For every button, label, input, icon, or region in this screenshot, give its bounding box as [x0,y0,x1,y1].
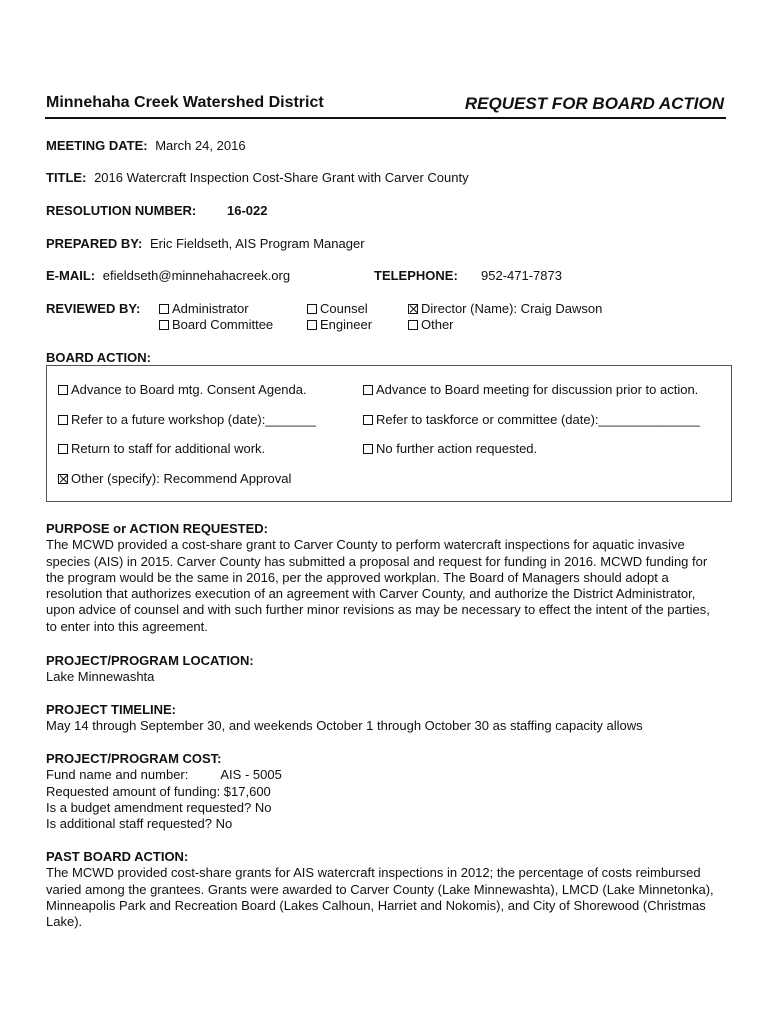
timeline-heading: PROJECT TIMELINE: [46,702,177,717]
email-label: E-MAIL: [46,268,96,283]
no-further-checkbox[interactable] [363,444,373,454]
no-further-option [363,441,537,456]
taskforce-label: Refer to taskforce or committee (date):______________ [376,412,700,427]
consent-agenda-checkbox[interactable] [58,385,68,395]
counsel-checkbox[interactable] [307,304,317,314]
resolution-label: RESOLUTION NUMBER: [46,203,197,218]
taskforce-option [363,412,700,427]
past-action-section [46,849,726,930]
email-value: efieldseth@minnehahacreek.org [102,268,291,283]
requested-amount: Requested amount of funding: $17,600 [46,783,271,799]
title-row [46,170,469,185]
director-label: Director (Name): Craig Dawson [421,301,603,316]
email-row [46,268,290,283]
budget-amendment: Is a budget amendment requested? No [46,799,272,815]
workshop-option [58,412,316,427]
reviewed-director [408,301,602,316]
counsel-label: Counsel [320,301,368,316]
past-action-body: The MCWD provided cost-share grants for AIS watercraft inspections in 2012; the percentage of costs reimbursed varied among the grantees. Grants were awarded to Carver County (Lake Minnewashta), LMCD (Lake Minnetonka), Minneapolis Park and Recreation Board (Lakes Calhoun, Harriet and Nokomis), and City of Shorewood (Christmas Lake). [46,865,714,930]
board-action-label: BOARD ACTION: [46,350,151,365]
discussion-checkbox[interactable] [363,385,373,395]
cost-heading: PROJECT/PROGRAM COST: [46,751,222,766]
reviewed-engineer [307,317,372,332]
timeline-body: May 14 through September 30, and weekends October 1 through October 30 as staffing capacity allows [46,718,643,734]
fund-label: Fund name and number: [46,767,189,783]
other-action-label: Other (specify): Recommend Approval [71,471,292,486]
additional-staff: Is additional staff requested? No [46,816,233,832]
telephone-label: TELEPHONE: [374,268,458,283]
title-value: 2016 Watercraft Inspection Cost-Share Grant with Carver County [94,170,469,185]
discussion-option [363,382,698,397]
prepared-by-value: Eric Fieldseth, AIS Program Manager [149,236,365,251]
discussion-label: Advance to Board meeting for discussion prior to action. [376,382,699,397]
purpose-heading: PURPOSE or ACTION REQUESTED: [46,521,268,536]
reviewed-other [408,317,454,332]
prepared-by-label: PREPARED BY: [46,236,143,251]
timeline-section [46,702,726,735]
director-checkbox-checked[interactable] [408,304,418,314]
reviewed-board-committee [159,317,273,332]
document-type: REQUEST FOR BOARD ACTION [464,94,724,113]
fund-value: AIS - 5005 [220,767,282,783]
past-action-heading: PAST BOARD ACTION: [46,849,189,864]
header-rule [45,117,726,119]
prepared-by-row [46,236,365,251]
meeting-date-label: MEETING DATE: [46,138,148,153]
location-body: Lake Minnewashta [46,669,155,685]
workshop-label: Refer to a future workshop (date):_______ [71,412,316,427]
location-section [46,653,726,686]
other-action-checkbox-checked[interactable] [58,474,68,484]
return-staff-checkbox[interactable] [58,444,68,454]
meeting-date-value: March 24, 2016 [155,138,246,153]
other-action-option [58,471,291,486]
reviewed-counsel [307,301,368,316]
engineer-checkbox[interactable] [307,320,317,330]
fund-row [46,767,726,783]
engineer-label: Engineer [320,317,373,332]
location-heading: PROJECT/PROGRAM LOCATION: [46,653,254,668]
return-staff-option [58,441,265,456]
reviewed-other-label: Other [421,317,454,332]
cost-section [46,751,726,832]
reviewed-administrator [159,301,249,316]
org-name: Minnehaha Creek Watershed District [46,94,324,111]
board-committee-checkbox[interactable] [159,320,169,330]
workshop-checkbox[interactable] [58,415,68,425]
administrator-checkbox[interactable] [159,304,169,314]
administrator-label: Administrator [172,301,249,316]
taskforce-checkbox[interactable] [363,415,373,425]
purpose-body: The MCWD provided a cost-share grant to Carver County to perform watercraft inspections for aquatic invasive species (AIS) in 2015. Carver County has submitted a proposal and request for funding in 2016. MCWD funding for the program would be the same in 2016, per the approved workplan. The Board of Managers should adopt a resolution that authorizes execution of an agreement with Carver County, and authorize the District Administrator, upon advice of counsel and with such further minor revisions as may be necessary to effect the intent of the parties, to enter into this agreement. [46,537,710,634]
telephone-value: 952-471-7873 [481,268,562,283]
resolution-value: 16-022 [227,203,268,218]
consent-agenda-label: Advance to Board mtg. Consent Agenda. [71,382,307,397]
reviewed-by-label: REVIEWED BY: [46,301,141,316]
no-further-label: No further action requested. [376,441,538,456]
board-committee-label: Board Committee [172,317,274,332]
reviewed-other-checkbox[interactable] [408,320,418,330]
consent-agenda-option [58,382,307,397]
return-staff-label: Return to staff for additional work. [71,441,266,456]
meeting-date-row [46,138,246,153]
title-label: TITLE: [46,170,87,185]
purpose-section [46,521,726,635]
